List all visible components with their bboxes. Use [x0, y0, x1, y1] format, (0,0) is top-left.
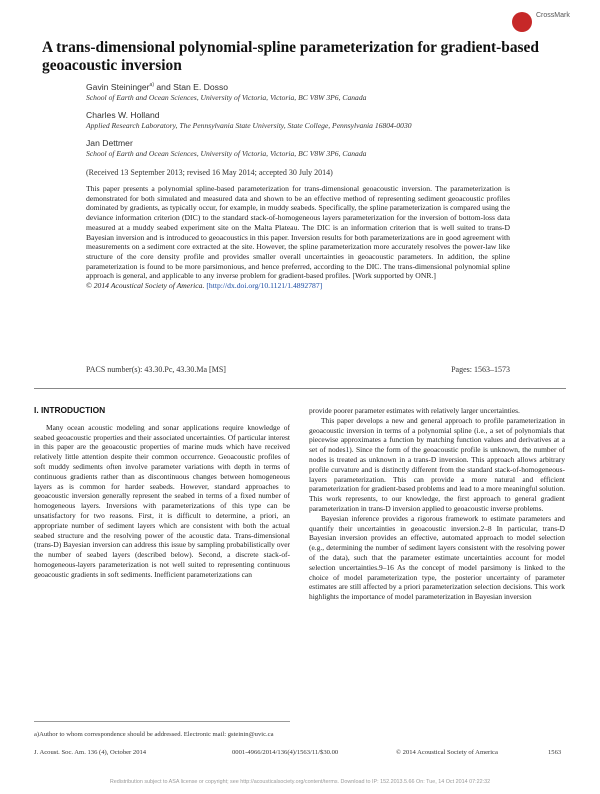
- abstract-copyright: © 2014 Acoustical Society of America.: [86, 281, 205, 291]
- redistribution-notice: Redistribution subject to ASA license or copyright; see http://acousticalsociety.org/content/terms. Download to IP: 152.2013.5.66 On: Tue, 14 Oct 2014 07:22:32: [109, 779, 491, 785]
- section-heading: I. INTRODUCTION: [34, 405, 106, 415]
- author-line: [86, 80, 546, 93]
- page-number: 1563: [548, 749, 562, 756]
- author-block: [86, 80, 546, 159]
- author-name: Jan Dettmer: [86, 137, 133, 148]
- section-divider: [34, 388, 566, 389]
- pacs-line: [86, 365, 510, 374]
- author-affiliation: Applied Research Laboratory, The Pennsylvania State University, State College, Pennsylvania 16804-0030: [86, 120, 412, 130]
- author-line: [86, 110, 546, 121]
- crossmark-badge[interactable]: [512, 8, 590, 38]
- paragraph: This paper develops a new and general approach to profile parameterization in geoacoustic inversion in terms of a polynomial spline (i.e., a set of polynomials that piecewise approximates a function by matching function values and derivatives at a set of nodes1). Since the form of the geoacoustic profile is unknown, the number of nodes is treated as unknown in a trans-D inversion. This approach allows arbitrary profile curvature and is distinctly different from the standard stack-of-homogeneous-layers parameterization. This can provide a more natural and efficient parameterization for gradient-based problems and lead to a more meaningful solution. This work represents, to our knowledge, the first approach to general gradient parameterization in trans-D inversion applied to geoacoustic inverse problems.: [309, 415, 565, 513]
- footer-copyright: © 2014 Acoustical Society of America: [396, 749, 498, 756]
- abstract: [86, 184, 510, 291]
- author-footnote: a)Author to whom correspondence should be addressed. Electronic mail: gsteinin@uvic.ca: [34, 721, 290, 739]
- paragraph: Many ocean acoustic modeling and sonar applications require knowledge of seabed geoacoustic properties and their associated uncertainties. Of particular interest in this paper are the geoacoustic properties of marine muds which have received relatively little attention despite their common occurrence. Geoacoustic profiles of soft muddy sediments often involve parameter variations with depth in terms of continuous gradients rather than as discontinuous changes between homogeneous layers as is common for harder seabeds. However, standard approaches to geoacoustic inversion generally represent the seabed in terms of a fixed number of homogeneous layers. Inversions with parameterizations of this type can be unsatisfactory for two reasons. First, it is difficult to determine, a priori, an appropriate number of sediment layers which are consistent with both the actual seabed structure and the resolving power of the acoustic data. Trans-dimensional (trans-D) Bayesian inversion can address this issue by sampling probabilistically over the number of seabed layers (described below). Second, a discrete stack-of-homogeneous-layers parameterization is not well suited to representing continuous geoacoustic gradients in soft sediments. Inefficient parameterizations can: [34, 422, 290, 579]
- article-code: 0001-4966/2014/136(4)/1563/11/$30.00: [232, 749, 339, 756]
- paper-title: A trans-dimensional polynomial-spline parameterization for gradient-based geoacoustic inversion: [42, 39, 539, 74]
- abstract-body: This paper presents a polynomial spline-based parameterization for trans-dimensional geoacoustic inversion. The parameterization is demonstrated for both simulated and measured data and shown to be an effective method of representing sediment geoacoustic profiles dominated by gradients, as typically occur, for example, in muddy seabeds. Specifically, the spline parameterization is compared using the deviance information criterion (DIC) to the standard stack-of-homogeneous layers parameterization for the inversion of bottom-loss data measured at a muddy seabed experiment site on the Malta Plateau. The DIC is an information criterion that is well suited to trans-D Bayesian inversion and is introduced to geoacoustics in this paper. Inversion results for both parameterizations are in good agreement with measurements on a sediment core extracted at the site. However, the spline parameterization more accurately resolves the power-law like structure of the core density profile and provides smaller overall uncertainties in geoacoustic parameters. In addition, the spline parameterization is found to be more parsimonious, and hence preferred, according to the DIC. The trans-dimensional polynomial spline approach is general, and applicable to any inverse problem for gradient-based profiles. [Work supported by ONR.]: [86, 184, 510, 281]
- author-name: Charles W. Holland: [86, 109, 160, 120]
- author-footnote-mark[interactable]: a): [149, 82, 154, 88]
- author-affiliation: School of Earth and Ocean Sciences, University of Victoria, Victoria, BC V8W 3P6, Canada: [86, 92, 367, 102]
- journal-citation: J. Acoust. Soc. Am. 136 (4), October 2014: [34, 749, 147, 756]
- right-column: [309, 406, 565, 602]
- pacs-numbers: PACS number(s): 43.30.Pc, 43.30.Ma [MS]: [86, 365, 226, 374]
- author-and: and Stan E. Dosso: [154, 81, 229, 92]
- crossmark-icon: [512, 12, 532, 32]
- paragraph: provide poorer parameter estimates with relatively larger uncertainties.: [309, 406, 520, 415]
- page-range: Pages: 1563–1573: [451, 365, 510, 374]
- author-name: Gavin Steininger: [86, 81, 150, 92]
- paragraph: Bayesian inference provides a rigorous framework to estimate parameters and quantify their uncertainties in geoacoustic inversion.2–8 In particular, trans-D Bayesian inversion provides an effective, automated approach to model selection (e.g., determining the number of sediment layers consistent with the resolving power of the data), such that the parameter estimate uncertainties account for model selection uncertainties.9–16 As the concept of model parsimony is linked to the choice of model parameterization type, the posterior uncertainty of parameter estimates are still affected by a priori parameterization selection decisions. This work highlights the importance of model parameterization in Bayesian inversion: [309, 513, 565, 602]
- left-column: [34, 406, 290, 580]
- author-affiliation: School of Earth and Ocean Sciences, University of Victoria, Victoria, BC V8W 3P6, Canada: [86, 148, 367, 158]
- crossmark-label: CrossMark: [536, 12, 570, 19]
- doi-link[interactable]: [http://dx.doi.org/10.1121/1.4892787]: [206, 281, 323, 291]
- received-dates: (Received 13 September 2013; revised 16 May 2014; accepted 30 July 2014): [86, 168, 333, 177]
- author-line: [86, 138, 546, 149]
